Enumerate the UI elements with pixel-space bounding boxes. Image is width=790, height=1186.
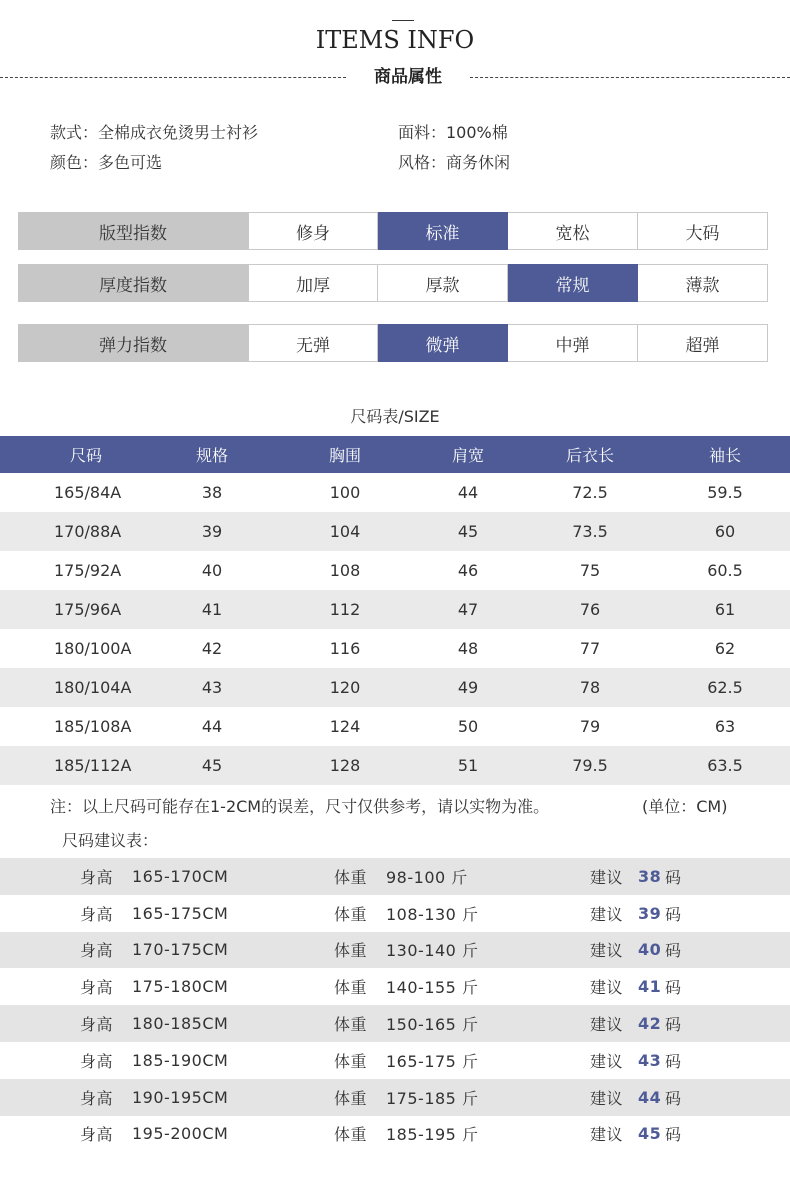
recommend-label: 建议 <box>590 904 624 924</box>
table-cell: 51 <box>457 756 479 775</box>
weight-value: 140-155 斤 <box>386 978 479 998</box>
header-chest: 胸围 <box>328 446 361 465</box>
table-cell: 60.5 <box>707 561 743 580</box>
table-cell: 42 <box>201 639 223 658</box>
weight-label: 体重 <box>334 978 368 998</box>
recommend-label: 建议 <box>590 941 624 961</box>
recommend-label: 建议 <box>590 978 624 998</box>
height-value: 190-195CM <box>132 1087 229 1107</box>
weight-label: 体重 <box>334 1051 368 1071</box>
fit-index-row <box>18 212 768 250</box>
size-unit-label: 码 <box>665 904 682 924</box>
table-cell: 44 <box>201 717 223 736</box>
weight-value: 130-140 斤 <box>386 941 479 961</box>
recommended-size: 42 <box>638 1014 662 1034</box>
table-cell: 77 <box>579 639 601 658</box>
suggestion-row <box>0 1042 790 1079</box>
attr-color: 颜色：多色可选 <box>50 153 163 172</box>
table-cell: 79.5 <box>572 756 608 775</box>
weight-label: 体重 <box>334 1088 368 1108</box>
section-subtitle: 商品属性 <box>374 67 442 87</box>
table-cell: 45 <box>201 756 223 775</box>
stretch-option-medium: 中弹 <box>508 324 638 362</box>
height-value: 180-185CM <box>132 1014 229 1034</box>
suggestion-row <box>0 895 790 932</box>
size-unit-label: 码 <box>665 867 682 887</box>
table-cell: 175/92A <box>54 561 122 580</box>
table-cell: 76 <box>579 600 601 619</box>
size-unit-label: 码 <box>665 1051 682 1071</box>
stretch-index-row <box>18 324 768 362</box>
recommend-label: 建议 <box>590 867 624 887</box>
size-unit-label: 码 <box>665 978 682 998</box>
recommended-size: 38 <box>638 866 662 886</box>
recommended-size: 40 <box>638 940 662 960</box>
thickness-option-extra-thick: 加厚 <box>248 264 378 302</box>
attr-style-type: 风格：商务休闲 <box>398 153 511 172</box>
table-cell: 44 <box>457 483 479 502</box>
height-value: 175-180CM <box>132 977 229 997</box>
recommend-label: 建议 <box>590 1125 624 1145</box>
table-cell: 170/88A <box>54 522 122 541</box>
height-value: 165-170CM <box>132 866 229 886</box>
weight-label: 体重 <box>334 904 368 924</box>
size-unit: (单位：CM) <box>642 797 728 816</box>
height-value: 170-175CM <box>132 940 229 960</box>
thickness-option-regular: 常规 <box>508 264 638 302</box>
header-sleeve: 袖长 <box>708 446 741 465</box>
height-value: 195-200CM <box>132 1124 229 1144</box>
suggestion-row <box>0 932 790 969</box>
title-dash <box>392 20 414 21</box>
fit-option-standard: 标准 <box>378 212 508 250</box>
suggestion-row <box>0 858 790 895</box>
table-cell: 128 <box>329 756 361 775</box>
thickness-option-thin: 薄款 <box>638 264 768 302</box>
recommended-size: 45 <box>638 1124 662 1144</box>
table-cell: 48 <box>457 639 479 658</box>
header-size: 尺码 <box>70 446 103 465</box>
table-cell: 175/96A <box>54 600 122 619</box>
suggestion-row <box>0 1116 790 1153</box>
height-value: 165-175CM <box>132 903 229 923</box>
height-label: 身高 <box>80 1125 114 1145</box>
weight-value: 98-100 斤 <box>386 867 468 887</box>
height-label: 身高 <box>80 941 114 961</box>
fit-option-loose: 宽松 <box>508 212 638 250</box>
height-value: 185-190CM <box>132 1050 229 1070</box>
attr-fabric: 面料：100%棉 <box>398 123 508 142</box>
height-label: 身高 <box>80 1088 114 1108</box>
table-cell: 63.5 <box>707 756 743 775</box>
table-cell: 108 <box>329 561 361 580</box>
table-row <box>0 668 790 707</box>
size-table-body <box>0 473 790 785</box>
recommended-size: 39 <box>638 903 662 923</box>
height-label: 身高 <box>80 904 114 924</box>
suggestion-row <box>0 968 790 1005</box>
weight-value: 108-130 斤 <box>386 904 479 924</box>
table-cell: 62 <box>714 639 736 658</box>
table-cell: 43 <box>201 678 223 697</box>
dashed-divider-left <box>0 77 346 78</box>
size-unit-label: 码 <box>665 941 682 961</box>
header-spec: 规格 <box>195 446 228 465</box>
table-row <box>0 512 790 551</box>
recommend-label: 建议 <box>590 1015 624 1035</box>
table-cell: 104 <box>329 522 361 541</box>
table-cell: 120 <box>329 678 361 697</box>
weight-label: 体重 <box>334 1125 368 1145</box>
table-cell: 47 <box>457 600 479 619</box>
table-cell: 59.5 <box>707 483 743 502</box>
table-cell: 75 <box>579 561 601 580</box>
suggestion-row <box>0 1005 790 1042</box>
recommend-label: 建议 <box>590 1088 624 1108</box>
dashed-divider-right <box>470 77 790 78</box>
recommend-label: 建议 <box>590 1051 624 1071</box>
items-info-header <box>0 0 790 100</box>
weight-value: 165-175 斤 <box>386 1051 479 1071</box>
table-row <box>0 629 790 668</box>
weight-label: 体重 <box>334 867 368 887</box>
table-cell: 46 <box>457 561 479 580</box>
suggestion-table <box>0 858 790 1152</box>
weight-label: 体重 <box>334 941 368 961</box>
suggestion-row <box>0 1079 790 1116</box>
table-cell: 40 <box>201 561 223 580</box>
table-row <box>0 590 790 629</box>
table-cell: 50 <box>457 717 479 736</box>
table-cell: 63 <box>714 717 736 736</box>
thickness-option-thick: 厚款 <box>378 264 508 302</box>
table-cell: 79 <box>579 717 601 736</box>
table-cell: 39 <box>201 522 223 541</box>
table-row <box>0 551 790 590</box>
table-cell: 185/108A <box>54 717 132 736</box>
size-table-header <box>0 436 790 473</box>
weight-label: 体重 <box>334 1015 368 1035</box>
table-cell: 124 <box>329 717 361 736</box>
stretch-option-super: 超弹 <box>638 324 768 362</box>
table-cell: 73.5 <box>572 522 608 541</box>
weight-value: 185-195 斤 <box>386 1125 479 1145</box>
recommended-size: 41 <box>638 977 662 997</box>
thickness-index-row <box>18 264 768 302</box>
table-cell: 78 <box>579 678 601 697</box>
recommended-size: 43 <box>638 1050 662 1070</box>
fit-option-slim: 修身 <box>248 212 378 250</box>
weight-value: 175-185 斤 <box>386 1088 479 1108</box>
recommended-size: 44 <box>638 1087 662 1107</box>
height-label: 身高 <box>80 978 114 998</box>
table-cell: 38 <box>201 483 223 502</box>
table-cell: 180/104A <box>54 678 132 697</box>
stretch-option-slight: 微弹 <box>378 324 508 362</box>
height-label: 身高 <box>80 1015 114 1035</box>
table-cell: 100 <box>329 483 361 502</box>
fit-option-plus: 大码 <box>638 212 768 250</box>
size-unit-label: 码 <box>665 1088 682 1108</box>
size-table <box>0 436 790 785</box>
weight-value: 150-165 斤 <box>386 1015 479 1035</box>
table-cell: 112 <box>329 600 361 619</box>
thickness-index-label: 厚度指数 <box>18 264 248 302</box>
table-cell: 185/112A <box>54 756 132 775</box>
table-cell: 165/84A <box>54 483 122 502</box>
size-note: 注：以上尺码可能存在1-2CM的误差，尺寸仅供参考，请以实物为准。 <box>50 797 550 816</box>
table-cell: 41 <box>201 600 223 619</box>
suggestion-title: 尺码建议表： <box>62 831 159 850</box>
table-cell: 45 <box>457 522 479 541</box>
size-unit-label: 码 <box>665 1125 682 1145</box>
table-cell: 60 <box>714 522 736 541</box>
table-row <box>0 473 790 512</box>
table-cell: 61 <box>714 600 736 619</box>
stretch-index-label: 弹力指数 <box>18 324 248 362</box>
height-label: 身高 <box>80 1051 114 1071</box>
page-title: ITEMS INFO <box>315 26 475 54</box>
table-cell: 72.5 <box>572 483 608 502</box>
header-length: 后衣长 <box>565 446 614 465</box>
fit-index-label: 版型指数 <box>18 212 248 250</box>
table-row <box>0 746 790 785</box>
header-shoulder: 肩宽 <box>451 446 484 465</box>
table-cell: 62.5 <box>707 678 743 697</box>
attr-style: 款式：全棉成衣免烫男士衬衫 <box>50 123 259 142</box>
size-table-caption: 尺码表/SIZE <box>350 407 440 426</box>
table-row <box>0 707 790 746</box>
stretch-option-none: 无弹 <box>248 324 378 362</box>
table-cell: 116 <box>329 639 361 658</box>
table-cell: 180/100A <box>54 639 132 658</box>
height-label: 身高 <box>80 867 114 887</box>
size-unit-label: 码 <box>665 1015 682 1035</box>
table-cell: 49 <box>457 678 479 697</box>
